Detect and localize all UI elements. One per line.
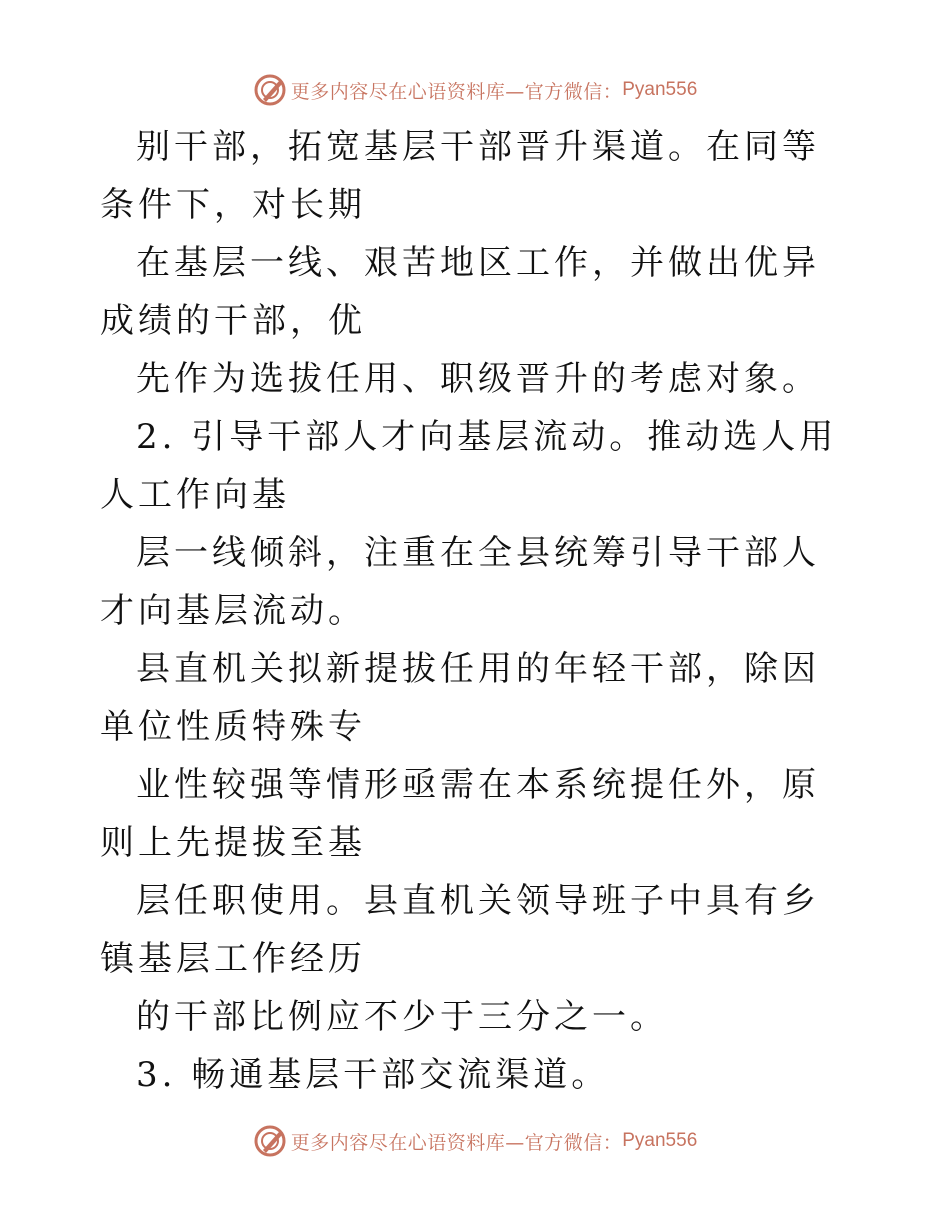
paragraph-5 — [0, 524, 950, 640]
watermark-wechat-id: Pyan556 — [622, 79, 698, 100]
paragraph-2 — [0, 234, 950, 350]
line: 提拔至基 — [214, 823, 366, 863]
line: 向基 — [214, 475, 290, 515]
line: 层一线倾斜，注重在全县统筹引导干部人才向基 — [100, 533, 820, 631]
line: 3. 畅通基层干部交流渠道。 — [136, 1055, 610, 1095]
document-body — [0, 118, 950, 1104]
paragraph-8 — [0, 872, 950, 988]
pen-logo-icon — [253, 73, 287, 107]
line: 层流动。 — [214, 591, 366, 631]
line: 别干部，拓宽基层干部晋升渠道。在同等条件 — [100, 127, 820, 225]
watermark-header — [0, 70, 950, 110]
paragraph-10 — [0, 1046, 950, 1104]
paragraph-1 — [0, 118, 950, 234]
paragraph-3 — [0, 350, 950, 408]
watermark-text: 更多内容尽在心语资料库—官方微信： — [290, 1131, 623, 1154]
line: 干部，优 — [214, 301, 366, 341]
line: 先作为选拔任用、职级晋升的考虑对象。 — [136, 359, 820, 399]
paragraph-9 — [0, 988, 950, 1046]
watermark-footer — [0, 1121, 950, 1161]
line: 2. 引导干部人才向基层流动。推动选人用人工作 — [100, 417, 838, 515]
line: 下，对长期 — [176, 185, 366, 225]
line: 在基层一线、艰苦地区工作，并做出优异成绩的 — [100, 243, 820, 341]
line: 质特殊专 — [214, 707, 366, 747]
paragraph-4 — [0, 408, 950, 524]
line: 的干部比例应不少于三分之一。 — [136, 997, 668, 1037]
line: 层任职使用。县直机关领导班子中具有乡镇基层 — [100, 881, 820, 979]
line: 县直机关拟新提拔任用的年轻干部，除因单位性 — [100, 649, 820, 747]
line: 工作经历 — [214, 939, 366, 979]
paragraph-6 — [0, 640, 950, 756]
watermark-text: 更多内容尽在心语资料库—官方微信： — [290, 80, 623, 103]
watermark-wechat-id: Pyan556 — [622, 1130, 698, 1151]
pen-logo-icon — [253, 1124, 287, 1158]
line: 业性较强等情形亟需在本系统提任外，原则上先 — [100, 765, 820, 863]
paragraph-7 — [0, 756, 950, 872]
